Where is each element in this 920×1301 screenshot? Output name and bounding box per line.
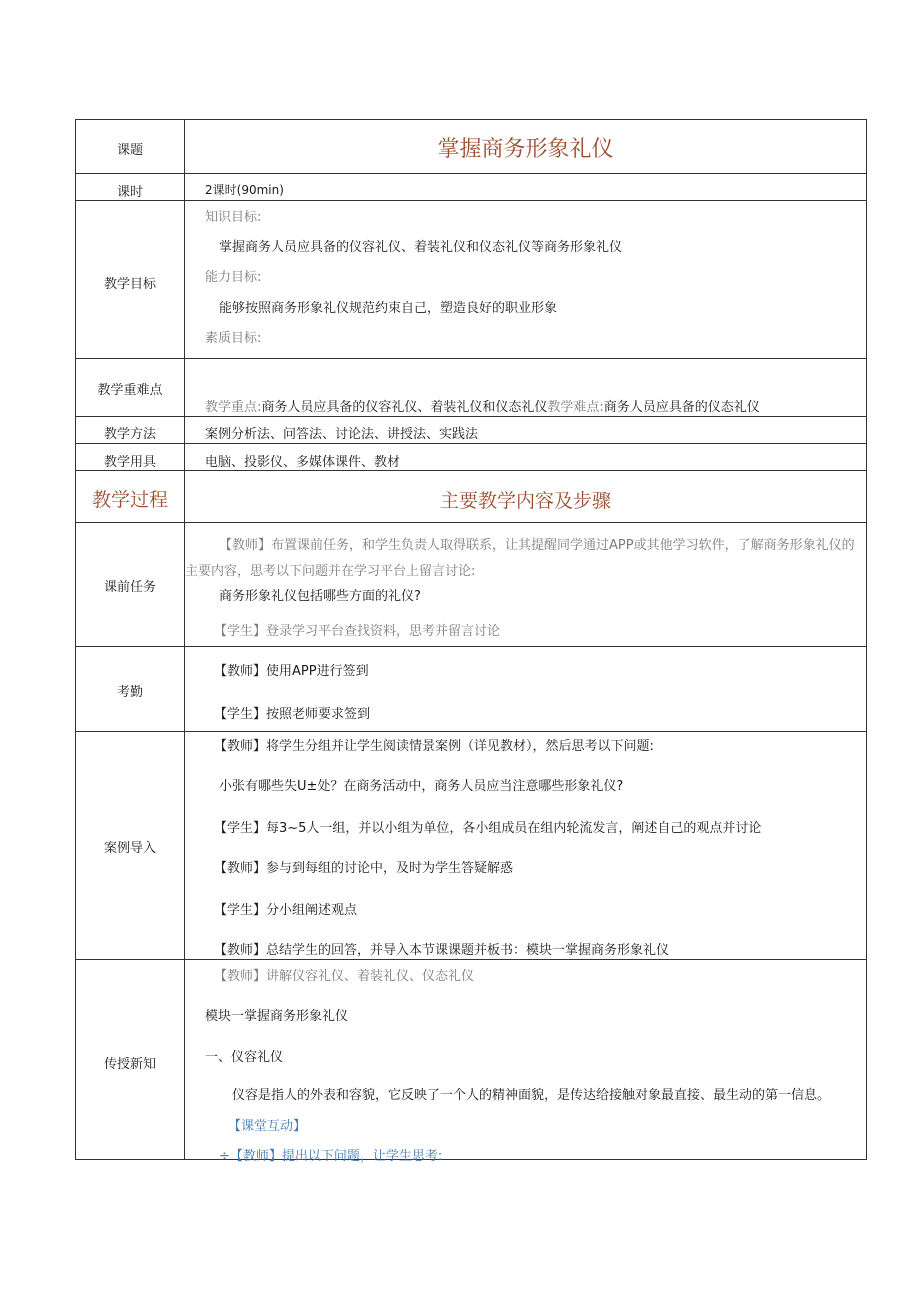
classroom-interaction-title: 【课堂互动】 <box>228 1119 307 1134</box>
case-intro-item: 【教师】总结学生的回答，并导入本节课课题并板书：模块一掌握商务形象礼仪 <box>214 943 670 958</box>
case-intro-label: 案例导入 <box>103 841 156 856</box>
new-knowledge-module: 模块一掌握商务形象礼仪 <box>205 1009 349 1024</box>
focus-text: 商务人员应具备的仪容礼仪、着装礼仪和仪态礼仪 <box>261 400 548 415</box>
row-divider <box>75 731 867 732</box>
attendance-teacher: 【教师】使用APP进行签到 <box>214 664 369 679</box>
row-divider <box>75 119 867 120</box>
tools-label: 教学用具 <box>103 455 156 470</box>
row-divider <box>75 470 867 471</box>
ability-objective-text: 能够按照商务形象礼仪规范约束自己，塑造良好的职业形象 <box>219 301 558 316</box>
new-knowledge-teacher-intro: 【教师】讲解仪容礼仪、着装礼仪、仪态礼仪 <box>214 969 475 984</box>
knowledge-objective-title: 知识目标: <box>205 210 262 225</box>
pre-class-label: 课前任务 <box>103 580 156 595</box>
case-intro-item: 小张有哪些失U±处？在商务活动中，商务人员应当注意哪些形象礼仪? <box>219 779 624 794</box>
hours-value: 2课时(90min) <box>205 183 284 197</box>
row-divider <box>75 200 867 201</box>
new-knowledge-definition: 仪容是指人的外表和容貌，它反映了一个人的精神面貌，是传达给接触对象最直接、最生动的第一信息。 <box>232 1088 831 1103</box>
focus-title: 教学重点: <box>205 400 262 415</box>
row-divider <box>75 522 867 523</box>
row-divider <box>75 173 867 174</box>
row-divider <box>75 1159 867 1160</box>
process-header-left: 教学过程 <box>91 489 168 511</box>
key-points-text <box>205 396 760 415</box>
case-intro-item: 【学生】分小组阐述观点 <box>214 903 358 918</box>
row-divider <box>75 358 867 359</box>
attendance-student: 【学生】按照老师要求签到 <box>214 707 371 722</box>
case-intro-item: 【教师】参与到每组的讨论中，及时为学生答疑解惑 <box>214 861 514 876</box>
difficulty-title: 教学难点: <box>547 400 604 415</box>
topic-label: 课题 <box>116 143 143 158</box>
pre-class-question: 商务形象礼仪包括哪些方面的礼仪? <box>219 589 421 604</box>
quality-objective-title: 素质目标: <box>205 331 262 346</box>
table-right-border <box>866 119 867 1160</box>
pre-class-line2: 主要内容，思考以下问题并在学习平台上留言讨论: <box>185 564 476 579</box>
knowledge-objective-text: 掌握商务人员应具备的仪容礼仪、着装礼仪和仪态礼仪等商务形象礼仪 <box>219 240 623 255</box>
topic-title: 掌握商务形象礼仪 <box>437 137 614 162</box>
difficulty-text: 商务人员应具备的仪态礼仪 <box>603 400 760 415</box>
table-column-divider <box>184 119 185 1160</box>
row-divider <box>75 959 867 960</box>
row-divider <box>75 443 867 444</box>
pre-class-line1: 【教师】布置课前任务，和学生负责人取得联系，让其提醒同学通过APP或其他学习软件，了解商务形象礼仪的 <box>219 538 855 553</box>
methods-value: 案例分析法、问答法、讨论法、讲授法、实践法 <box>205 427 479 442</box>
new-knowledge-section: 一、仪容礼仪 <box>205 1050 284 1065</box>
ability-objective-title: 能力目标: <box>205 270 262 285</box>
hours-label: 课时 <box>116 185 143 200</box>
row-divider <box>75 646 867 647</box>
attendance-label: 考勤 <box>116 685 143 700</box>
objectives-label: 教学目标 <box>103 277 156 292</box>
tools-value: 电脑、投影仪、多媒体课件、教材 <box>205 455 401 470</box>
methods-label: 教学方法 <box>103 427 156 442</box>
key-points-label: 教学重难点 <box>97 383 163 398</box>
teacher-ask-line: ÷【教师】提出以下问题，让学生思考: <box>219 1149 443 1164</box>
process-header-right: 主要教学内容及步骤 <box>439 490 611 512</box>
row-divider <box>75 416 867 417</box>
case-intro-item: 【教师】将学生分组并让学生阅读情景案例（详见教材），然后思考以下问题: <box>214 739 654 754</box>
case-intro-item: 【学生】每3~5人一组，并以小组为单位，各小组成员在组内轮流发言，阐述自己的观点并讨论 <box>214 821 762 836</box>
new-knowledge-label: 传授新知 <box>103 1057 156 1072</box>
pre-class-student: 【学生】登录学习平台查找资料，思考并留言讨论 <box>214 624 501 639</box>
